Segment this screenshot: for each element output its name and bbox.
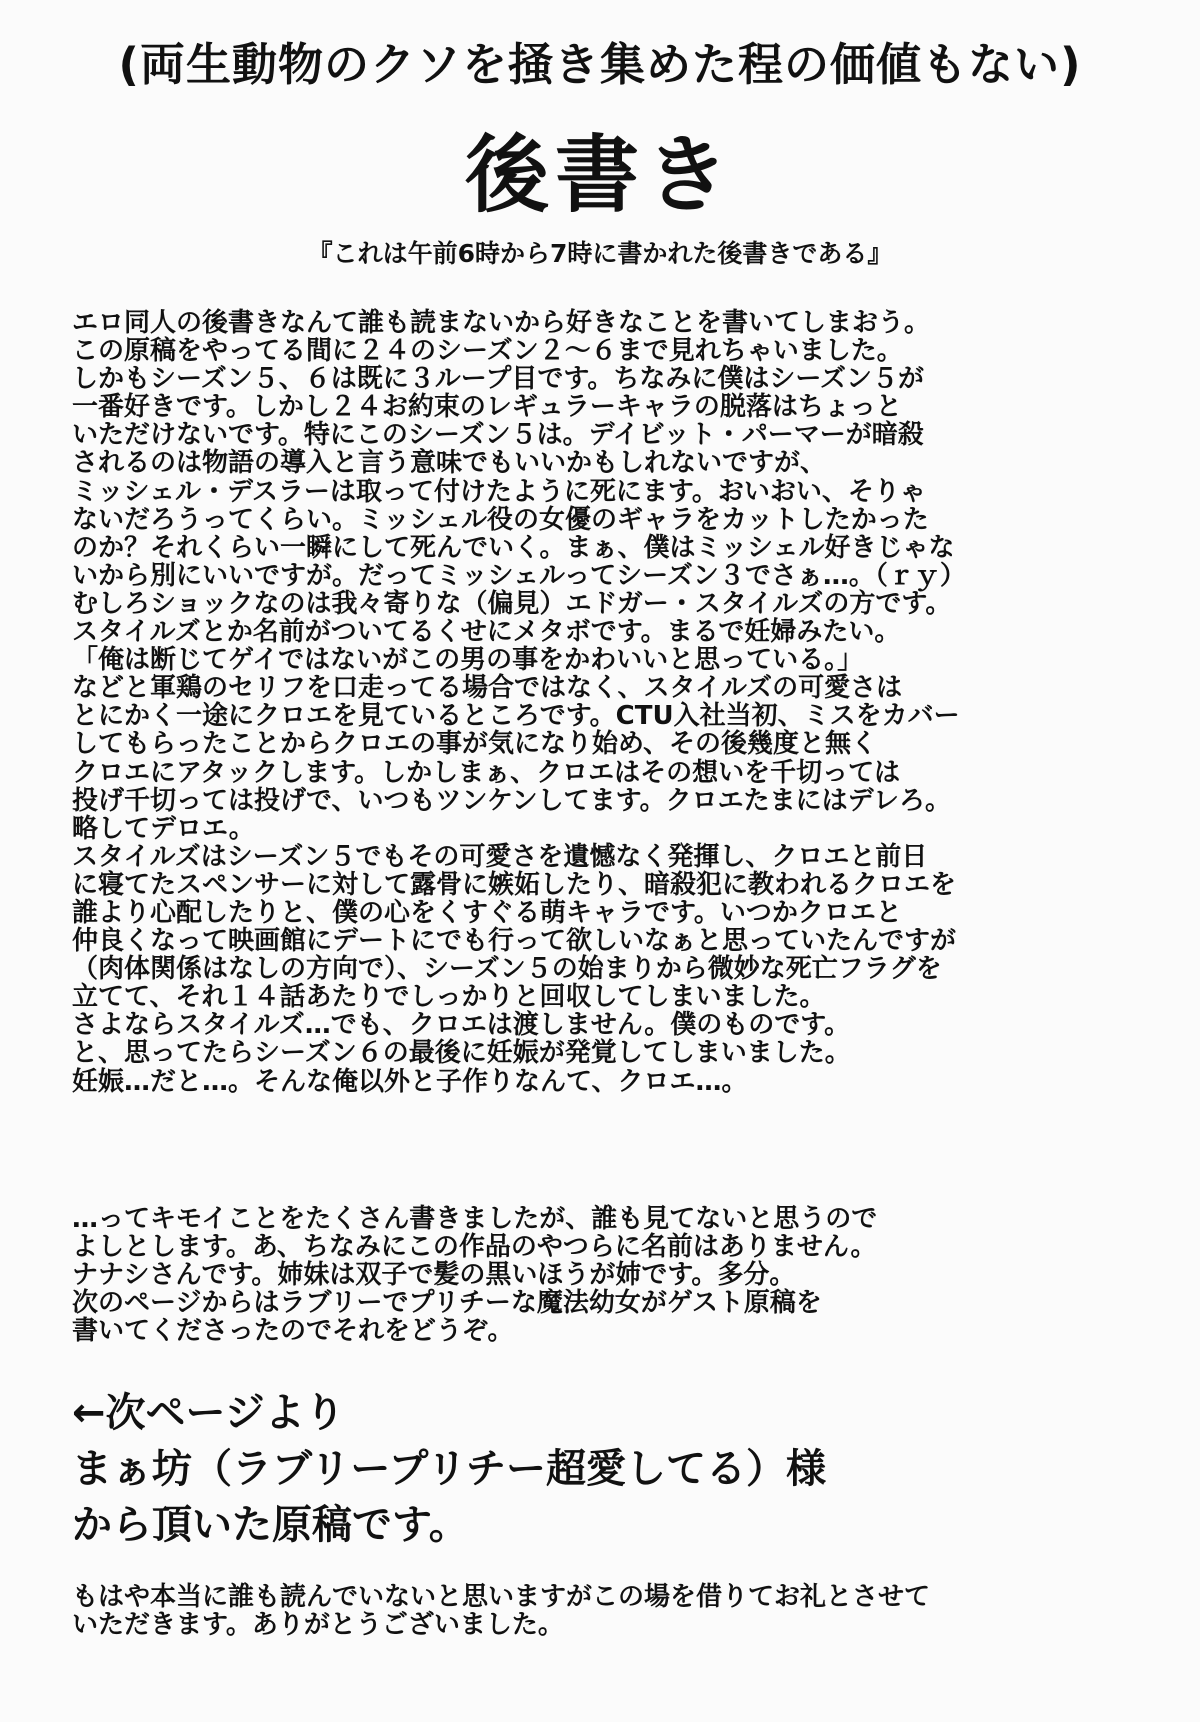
afterword-paragraph-main: [72, 309, 1172, 1096]
text-line: ミッシェル・デスラーは取って付けたように死にます。おいおい、そりゃ: [72, 476, 926, 507]
text-line: などと軍鶏のセリフを口走ってる場合ではなく、スタイルズの可愛さは: [72, 673, 903, 704]
text-line: 投げ千切っては投げで、いつもツンケンしてます。クロエたまにはデレろ。: [72, 785, 952, 816]
text-line: してもらったことからクロエの事が気になり始め、その後幾度と無く: [72, 729, 877, 760]
text-line: ないだろうってくらい。ミッシェル役の女優のギャラをカットしたかった: [72, 504, 929, 535]
text-line: 書いてくださったのでそれをどうぞ。: [72, 1316, 514, 1347]
text-line: いから別にいいですが。だってミッシェルってシーズン３でさぁ…。（ｒｙ）: [72, 560, 966, 591]
text-line: 誰より心配したりと、僕の心をくすぐる萌キャラです。いつかクロエと: [72, 897, 902, 928]
notice-line: から頂いた原稿です。: [72, 1502, 469, 1548]
text-line: 次のページからはラブリーでプリチーな魔法幼女がゲスト原稿を: [72, 1288, 822, 1319]
guest-manuscript-notice: [72, 1385, 1172, 1553]
text-line: されるのは物語の導入と言う意味でもいいかもしれないですが、: [72, 448, 827, 479]
text-line: いただきます。ありがとうございました。: [72, 1610, 564, 1641]
text-line: 妊娠…だと…。そんな俺以外と子作りなんて、クロエ…。: [72, 1066, 748, 1097]
text-line: 一番好きです。しかし２４お約束のレギュラーキャラの脱落はちょっと: [72, 392, 902, 423]
page-title: 後書き: [464, 126, 735, 224]
text-line: しかもシーズン５、６は既に３ループ目です。ちなみに僕はシーズン５が: [72, 364, 925, 395]
text-line: （肉体関係はなしの方向で）、シーズン５の始まりから微妙な死亡フラグを: [72, 954, 942, 985]
text-line: この原稿をやってる間に２４のシーズン２～６まで見れちゃいました。: [72, 336, 903, 367]
page-subtitle: (両生動物のクソを掻き集めた程の価値もない): [118, 38, 1082, 91]
text-line: のか？それくらい一瞬にして死んでいく。まぁ、僕はミッシェル好きじゃな: [72, 532, 955, 563]
closing-thanks: [72, 1583, 1172, 1639]
text-line: とにかく一途にクロエを見ているところです。CTU入社当初、ミスをカバー: [72, 701, 960, 732]
text-line: 「俺は断じてゲイではないがこの男の事をかわいいと思っている。」: [72, 645, 864, 676]
text-line: 立てて、それ１４話あたりでしっかりと回収してしまいました。: [72, 982, 826, 1013]
text-line: エロ同人の後書きなんて誰も読まないから好きなことを書いてしまおう。: [72, 308, 931, 338]
text-line: …ってキモイことをたくさん書きましたが、誰も見てないと思うので: [72, 1204, 878, 1234]
text-line: 略してデロエ。: [72, 813, 255, 844]
text-line: いただけないです。特にこのシーズン５は。デイビット・パーマーが暗殺: [72, 420, 924, 451]
text-line: スタイルズとか名前がついてるくせにメタボです。まるで妊婦みたい。: [72, 617, 901, 648]
text-line: に寝てたスペンサーに対して露骨に嫉妬したり、暗殺犯に教われるクロエを: [72, 869, 957, 900]
notice-line: まぁ坊（ラブリープリチー超愛してる）様: [72, 1446, 826, 1492]
page-note: 『これは午前6時から7時に書かれた後書きである』: [307, 239, 893, 268]
text-line: と、思ってたらシーズン６の最後に妊娠が発覚してしまいました。: [72, 1038, 851, 1069]
text-line: さよならスタイルズ…でも、クロエは渡しません。僕のものです。: [72, 1010, 851, 1041]
afterword-paragraph-second: [72, 1205, 1172, 1345]
text-line: もはや本当に誰も読んでいないと思いますがこの場を借りてお礼とさせて: [72, 1582, 931, 1612]
text-line: クロエにアタックします。しかしまぁ、クロエはその想いを千切っては: [72, 757, 901, 788]
notice-line: ←次ページより: [72, 1390, 345, 1436]
text-line: よしとします。あ、ちなみにこの作品のやつらに名前はありません。: [72, 1232, 877, 1263]
text-line: スタイルズはシーズン５でもその可愛さを遺憾なく発揮し、クロエと前日: [72, 841, 928, 872]
text-line: むしろショックなのは我々寄りな（偏見）エドガー・スタイルズの方です。: [72, 588, 952, 619]
text-line: ナナシさんです。姉妹は双子で髪の黒いほうが姉です。多分。: [72, 1260, 796, 1291]
text-line: 仲良くなって映画館にデートにでも行って欲しいなぁと思っていたんですが: [72, 926, 957, 957]
